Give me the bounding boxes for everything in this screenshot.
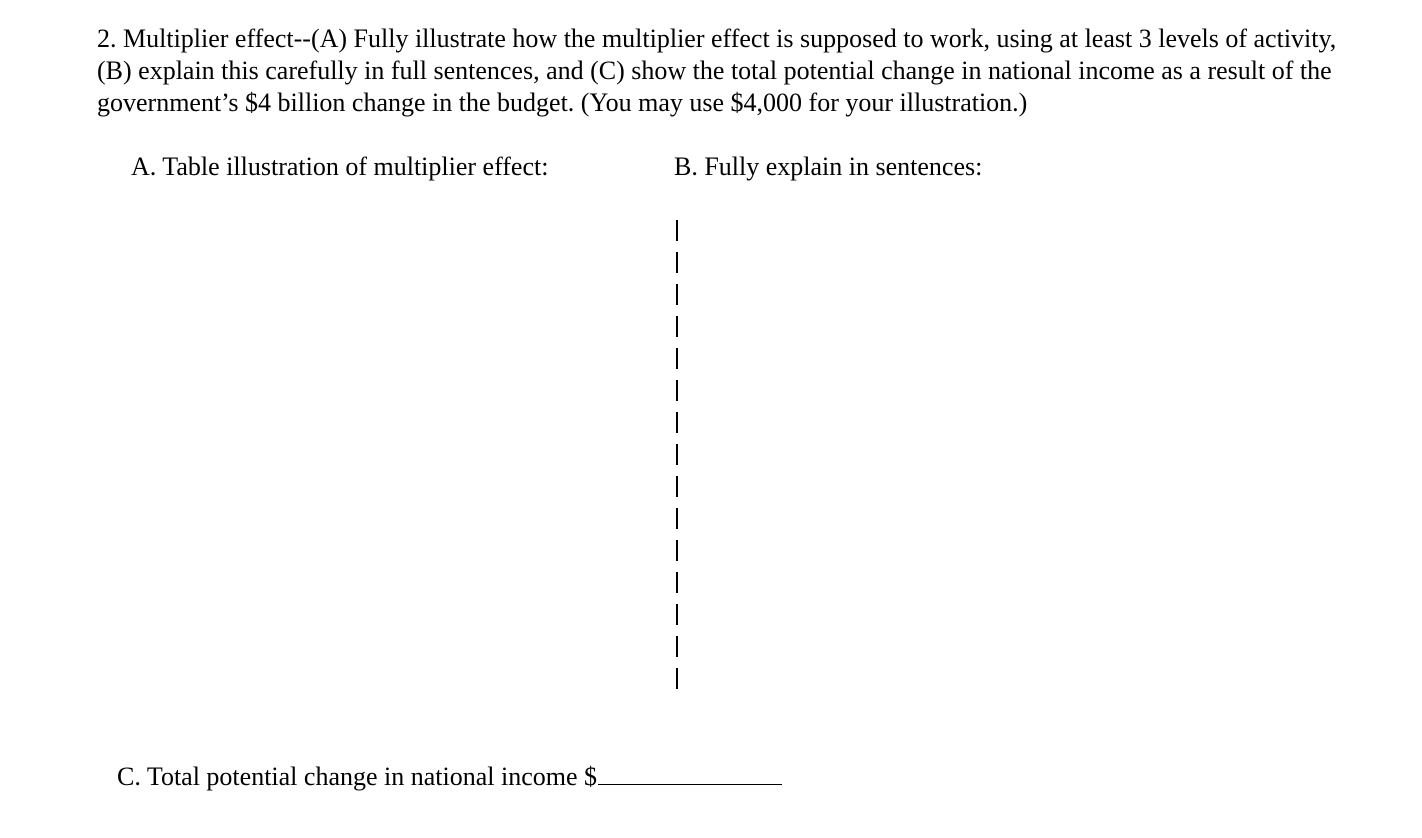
part-a-label: A. Table illustration of multiplier effect: <box>131 152 549 181</box>
part-b-label: B. Fully explain in sentences: <box>674 152 983 181</box>
part-c-label: C. Total potential change in national income $ <box>117 762 598 791</box>
total-answer-blank[interactable] <box>598 760 782 785</box>
total-change-line <box>117 760 782 793</box>
column-divider <box>676 220 678 692</box>
question-text: 2. Multiplier effect--(A) Fully illustrate how the multiplier effect is supposed to work, using at least 3 levels of activity, (B) explain this carefully in full sentences, and (C) show the total potential change in national income as a result of the government’s $4 billion change in the budget. (You may use $4,000 for your illustration.) <box>97 24 1337 117</box>
